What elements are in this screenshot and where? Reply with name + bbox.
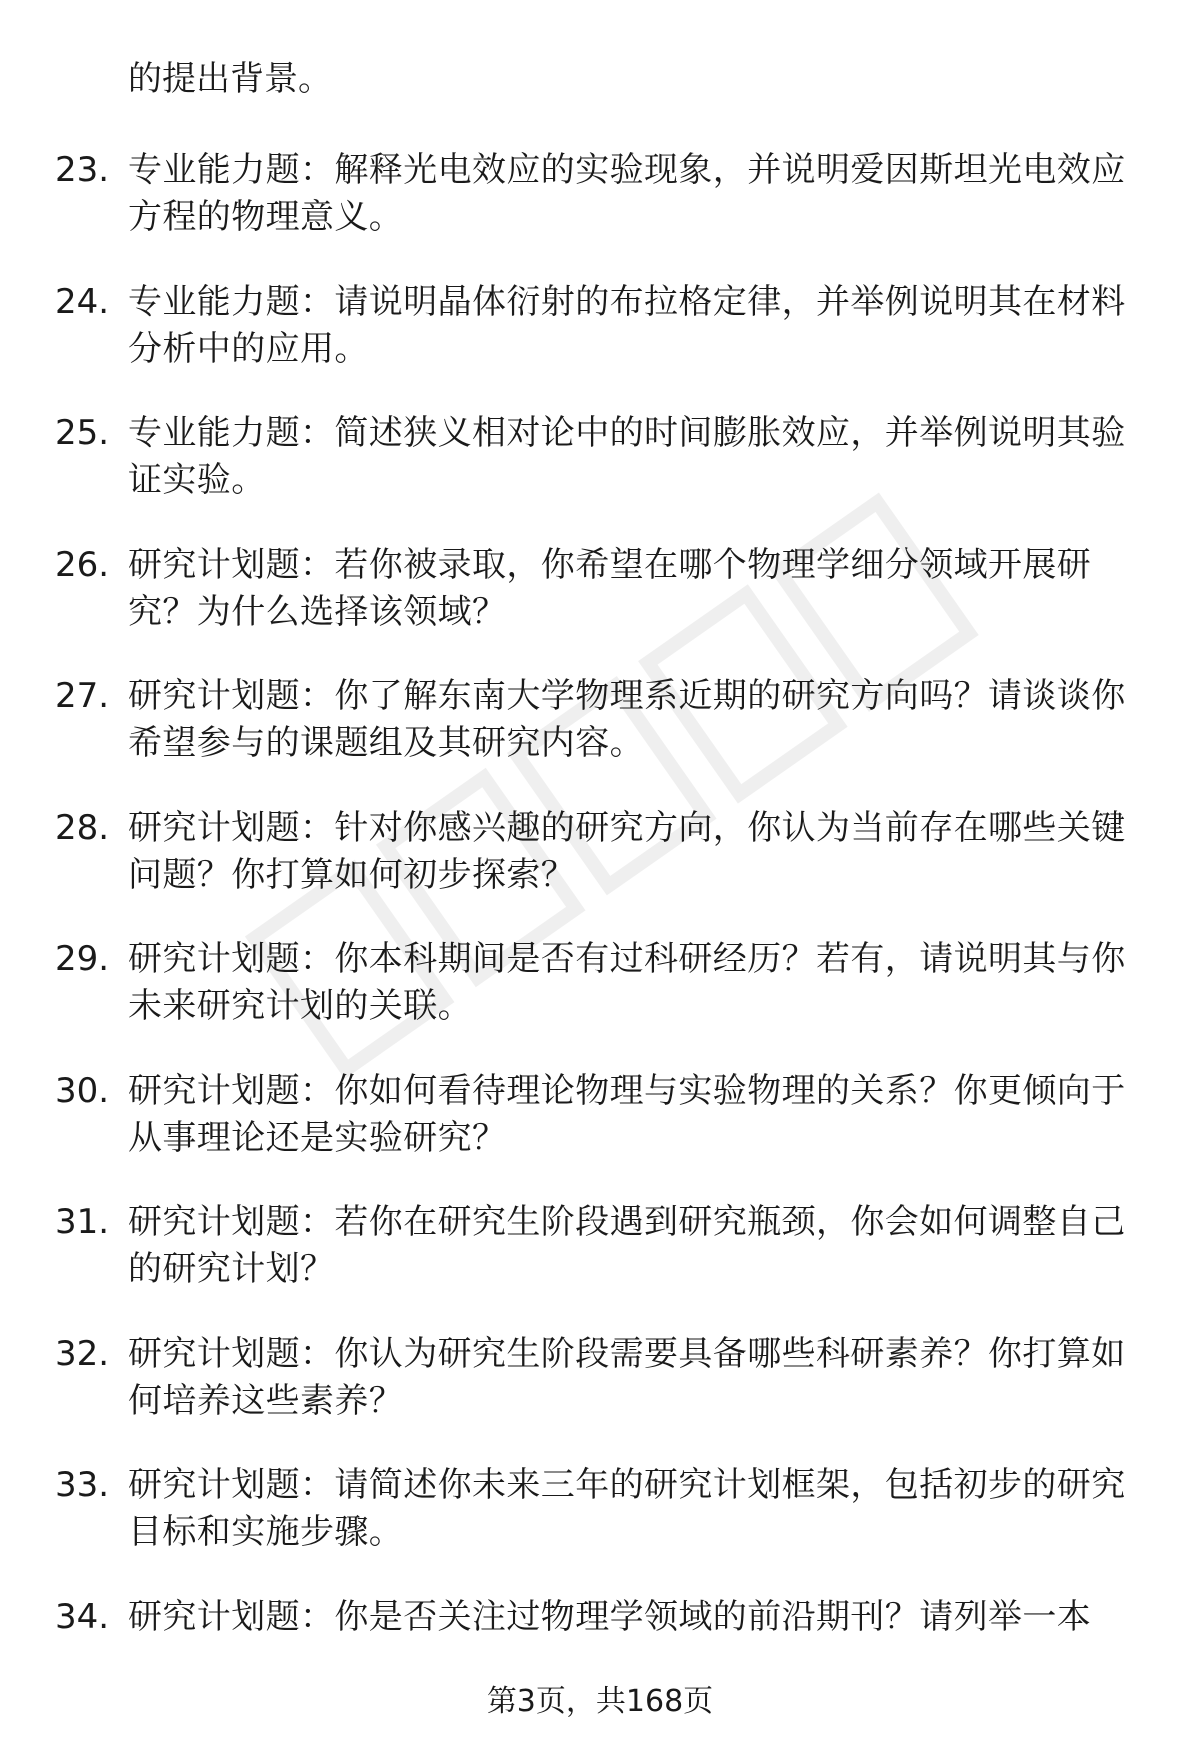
question-list	[0, 147, 1200, 1725]
question-item	[0, 673, 1200, 805]
question-text: 研究计划题：你了解东南大学物理系近期的研究方向吗？请谈谈你希望参与的课题组及其研究内容。	[128, 676, 1126, 763]
question-number: 31.	[55, 1202, 110, 1242]
question-number: 26.	[55, 544, 110, 585]
question-item	[0, 147, 1200, 279]
question-number: 27.	[55, 676, 110, 716]
question-number: 29.	[55, 939, 110, 979]
question-text: 研究计划题：你如何看待理论物理与实验物理的关系？你更倾向于从事理论还是实验研究？	[128, 1070, 1126, 1158]
question-number: 25.	[55, 413, 110, 453]
question-number: 28.	[55, 807, 110, 848]
question-number: 32.	[55, 1333, 110, 1374]
question-text: 专业能力题：请说明晶体衍射的布拉格定律，并举例说明其在材料分析中的应用。	[128, 281, 1126, 369]
question-item	[0, 1462, 1200, 1594]
question-text: 研究计划题：你认为研究生阶段需要具备哪些科研素养？你打算如何培养这些素养？	[128, 1333, 1126, 1421]
question-item	[0, 1068, 1200, 1200]
question-number: 23.	[55, 150, 110, 190]
continuation-text: 的提出背景。	[128, 59, 332, 99]
question-text: 研究计划题：若你在研究生阶段遇到研究瓶颈，你会如何调整自己的研究计划？	[128, 1202, 1126, 1289]
question-text: 专业能力题：简述狭义相对论中的时间膨胀效应，并举例说明其验证实验。	[128, 413, 1126, 500]
question-item	[0, 936, 1200, 1068]
question-item	[0, 279, 1200, 411]
question-text: 研究计划题：你是否关注过物理学领域的前沿期刊？请列举一本	[128, 1596, 1092, 1637]
question-item	[0, 542, 1200, 674]
page-number-footer: 第3页，共168页	[486, 1684, 714, 1719]
question-item	[0, 805, 1200, 937]
question-number: 30.	[55, 1070, 110, 1111]
question-item	[0, 1199, 1200, 1331]
question-number: 24.	[55, 281, 110, 322]
question-text: 研究计划题：针对你感兴趣的研究方向，你认为当前存在哪些关键问题？你打算如何初步探索？	[128, 807, 1126, 895]
question-item	[0, 410, 1200, 542]
question-text: 研究计划题：请简述你未来三年的研究计划框架，包括初步的研究目标和实施步骤。	[128, 1465, 1126, 1552]
question-text: 研究计划题：你本科期间是否有过科研经历？若有，请说明其与你未来研究计划的关联。	[128, 939, 1126, 1026]
question-text: 研究计划题：若你被录取，你希望在哪个物理学细分领域开展研究？为什么选择该领域？	[128, 544, 1092, 632]
question-number: 33.	[55, 1465, 110, 1505]
question-item	[0, 1331, 1200, 1463]
question-text: 专业能力题：解释光电效应的实验现象，并说明爱因斯坦光电效应方程的物理意义。	[128, 150, 1126, 237]
question-number: 34.	[55, 1596, 110, 1637]
